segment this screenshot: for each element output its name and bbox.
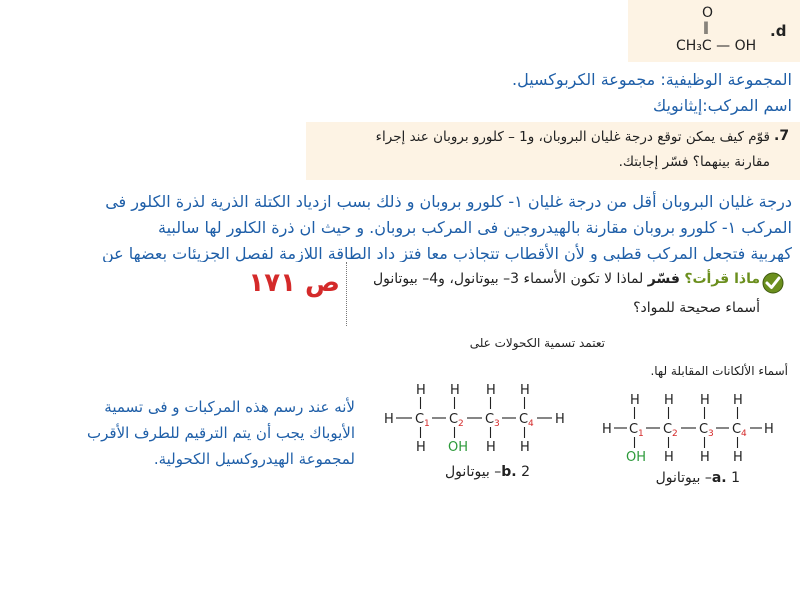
mol-b-h-bottom-3: H (486, 440, 496, 455)
mol-a-h-right: H (764, 422, 774, 437)
mol-b-c3-index: 3 (494, 419, 500, 429)
molecule-b-letter: b. (501, 464, 517, 480)
question7-line1: قوّم كيف يمكن توقع درجة غليان البروبان، و1 – كلورو بروبان عند إجراء (375, 129, 770, 145)
molecule-a-name: 1– بيوتانول (655, 470, 740, 486)
what-read-text: لماذا لا تكون الأسماء 3– بيوتانول، و4– بيوتانول (372, 271, 644, 287)
mol-b-h-bottom-4: H (520, 440, 530, 455)
mol-b-h-bottom-1: H (416, 440, 426, 455)
mol-a-c2: C (663, 422, 673, 437)
mol-b-oh: OH (448, 440, 469, 455)
what-read-explain: فسّر (647, 271, 680, 287)
mol-a-h-top-2: H (664, 393, 674, 408)
mol-a-oh: OH (626, 450, 647, 465)
mol-a-c3-index: 3 (708, 429, 714, 439)
question7-number: 7. (774, 128, 790, 144)
mol-b-c1: C (415, 412, 425, 427)
mol-a-c2-index: 2 (672, 429, 678, 439)
answer7-line1: درجة غليان البروبان أقل من درجة غليان ١- كلورو بروبان و ذلك بسب ازدياد الكتلة الذرية لذرة الكلور فى (105, 192, 792, 211)
mol-a-c1-index: 1 (638, 429, 644, 439)
answer-naming-line1: لأنه عند رسم هذه المركبات و فى تسمية (104, 398, 355, 416)
what-read-line1 (340, 271, 760, 287)
what-read-heading: ماذا قرأت؟ (684, 271, 760, 287)
answer-naming-line3: لمجموعة الهيدروكسيل الكحولية. (153, 450, 355, 468)
mol-a-c4-index: 4 (741, 429, 747, 439)
mol-b-h-top-3: H (486, 383, 496, 398)
mol-a-c3: C (699, 422, 709, 437)
page-reference: ص ١٧١ (248, 268, 340, 298)
mol-a-c1: C (629, 422, 639, 437)
mol-b-c2: C (449, 412, 459, 427)
formula-o: O (702, 5, 714, 21)
mol-b-h-right: H (555, 412, 565, 427)
mol-b-h-left: H (384, 412, 394, 427)
mol-a-h-top-3: H (700, 393, 710, 408)
question7-line2: مقارنة بينهما؟ فسّر إجابتك. (618, 154, 770, 170)
molecule-b-label (400, 464, 530, 480)
answer-compound-name: اسم المركب:إيثانويك (653, 96, 792, 115)
molecule-b-name: 2– بيوتانول (445, 464, 530, 480)
formula-main: CH₃C — OH (676, 38, 757, 54)
molecule-a-label (630, 470, 740, 486)
item-letter-d: d. (770, 22, 787, 40)
mol-a-h-top-4: H (733, 393, 743, 408)
what-read-line2: أسماء صحيحة للمواد؟ (633, 300, 760, 316)
molecule-a-diagram (600, 390, 800, 470)
mol-b-c3: C (485, 412, 495, 427)
mol-a-h-top-1: H (630, 393, 640, 408)
formula-double-bond: ‖ (703, 20, 709, 34)
mol-b-h-top-4: H (520, 383, 530, 398)
answer7-line3: كهربية فتجعل المركب قطبي و لأن الأقطاب تتجاذب معا فتز داد الطاقة اللازمة لفصل الجزيئات بعضها عن (101, 244, 792, 262)
mol-b-c4-index: 4 (528, 419, 534, 429)
molecule-b-diagram (382, 380, 582, 460)
mol-b-c2-index: 2 (458, 419, 464, 429)
mol-b-h-top-2: H (450, 383, 460, 398)
mol-a-c4: C (732, 422, 742, 437)
molecule-a-letter: a. (711, 470, 727, 486)
answer-naming-line2: الأيوباك يجب أن يتم الترقيم للطرف الأقرب (87, 424, 355, 442)
answer7-line2: المركب ١- كلورو بروبان مقارنة بالهيدروجين فى المركب بروبان. و حيث ان ذرة الكلور لها سالبية (158, 218, 792, 237)
note-line1: تعتمد تسمية الكحولات على (469, 336, 605, 350)
answer-functional-group: المجموعة الوظيفية: مجموعة الكربوكسيل. (512, 70, 792, 89)
mol-a-h-bottom-2: H (664, 450, 674, 465)
mol-b-c1-index: 1 (424, 419, 430, 429)
mol-b-h-top-1: H (416, 383, 426, 398)
note-line2: أسماء الألكانات المقابلة لها. (650, 364, 788, 378)
mol-b-c4: C (519, 412, 529, 427)
mol-a-h-bottom-3: H (700, 450, 710, 465)
check-icon (762, 272, 784, 294)
mol-a-h-bottom-4: H (733, 450, 743, 465)
mol-a-h-left: H (602, 422, 612, 437)
